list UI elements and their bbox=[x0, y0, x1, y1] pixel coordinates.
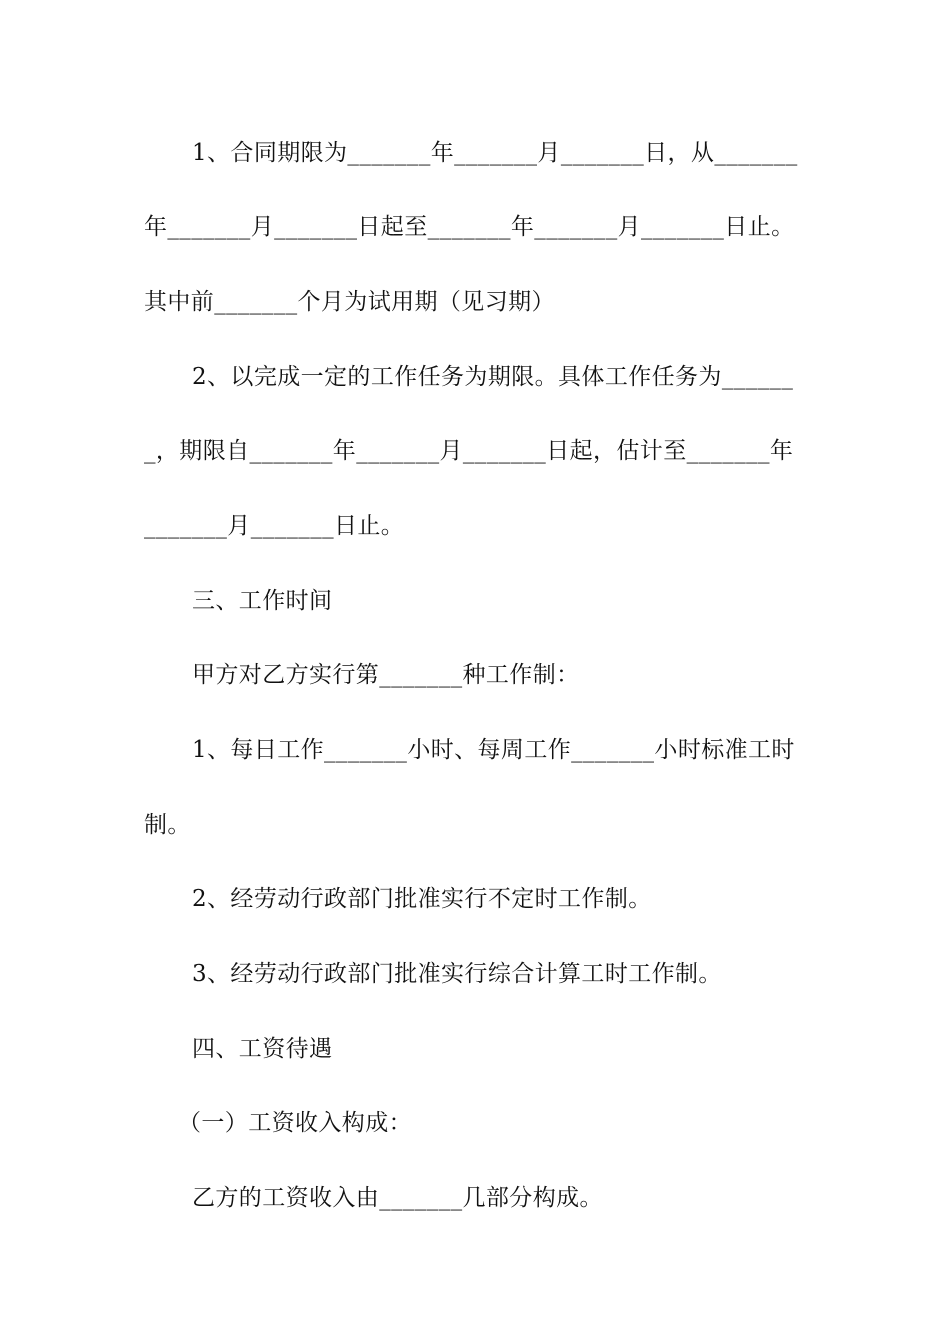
probation-line: 其中前_______个月为试用期（见习期） bbox=[144, 289, 555, 315]
salary-subheading: （一）工资收入构成： bbox=[178, 1110, 412, 1136]
task-term-line-2: _，期限自_______年_______月_______日起，估计至_______年 bbox=[144, 438, 794, 464]
section-heading-work-time: 三、工作时间 bbox=[192, 588, 333, 614]
section-heading-salary: 四、工资待遇 bbox=[192, 1036, 333, 1062]
contract-term-line-2: 年_______月_______日起至_______年_______月_______日止。 bbox=[144, 214, 795, 240]
work-system-line: 甲方对乙方实行第_______种工作制： bbox=[192, 662, 580, 688]
salary-composition-line: 乙方的工资收入由_______几部分构成。 bbox=[192, 1185, 603, 1211]
standard-hours-line-1: 1、每日工作_______小时、每周工作_______小时标准工时 bbox=[192, 737, 795, 763]
comprehensive-hours-line: 3、经劳动行政部门批准实行综合计算工时工作制。 bbox=[192, 961, 722, 987]
contract-term-line-1: 1、合同期限为_______年_______月_______日，从_______ bbox=[192, 140, 798, 166]
task-term-line-3: _______月_______日止。 bbox=[144, 513, 405, 539]
standard-hours-line-2: 制。 bbox=[144, 812, 191, 838]
task-term-line-1: 2、以完成一定的工作任务为期限。具体工作任务为______ bbox=[192, 364, 794, 390]
irregular-hours-line: 2、经劳动行政部门批准实行不定时工作制。 bbox=[192, 886, 652, 912]
